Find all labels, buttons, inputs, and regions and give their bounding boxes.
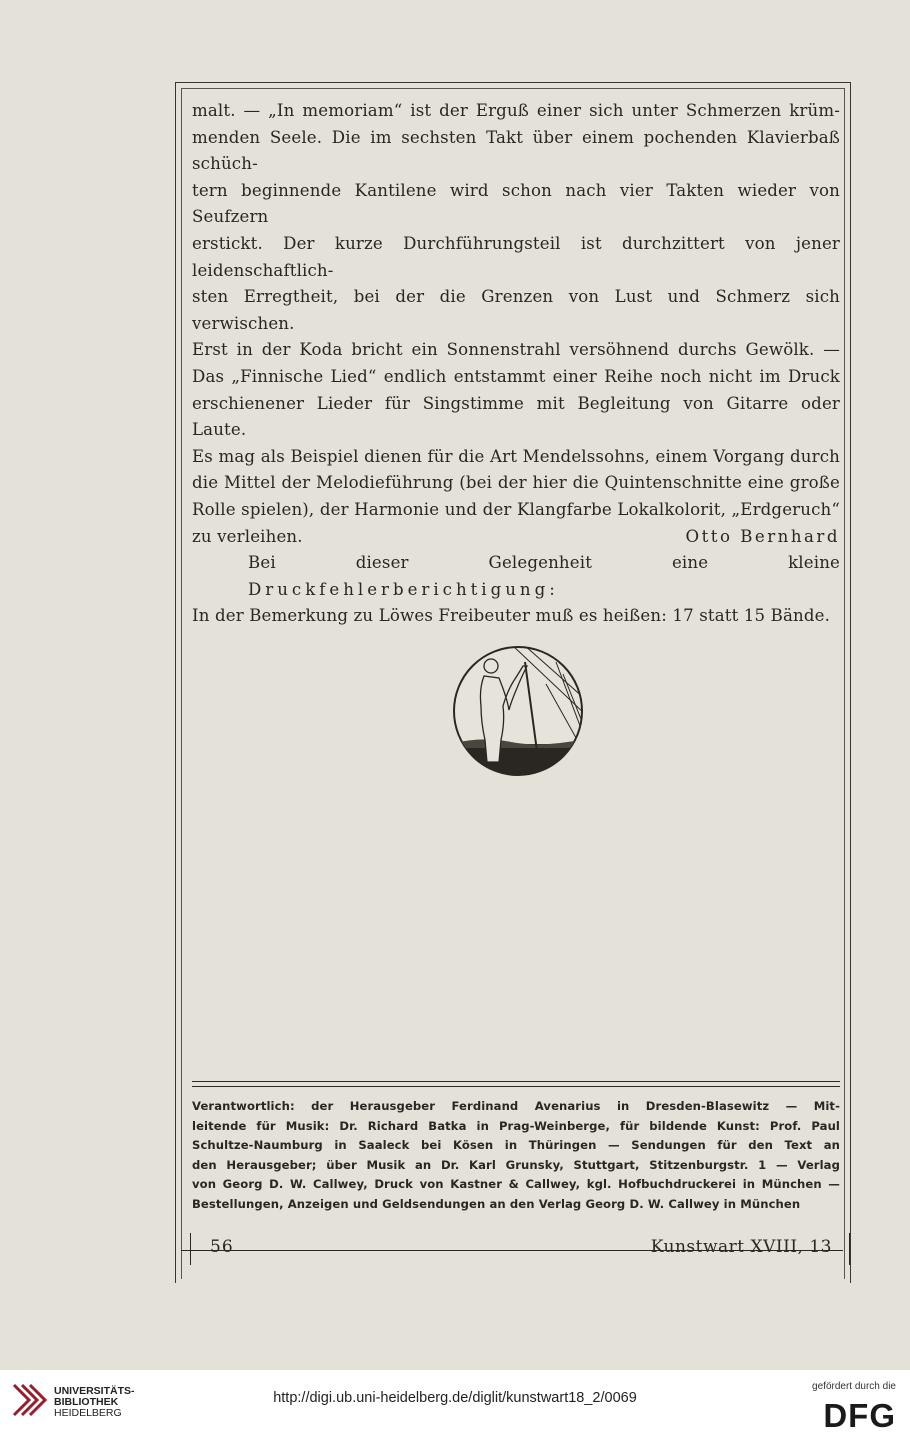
- text-line: erschienener Lieder für Singstimme mit Begleitung von Gitarre oder Laute.: [192, 393, 840, 440]
- impressum-line: von Georg D. W. Callwey, Druck von Kastner & Callwey, kgl. Hofbuchdruckerei in München —: [192, 1177, 840, 1192]
- library-name-line: HEIDELBERG: [54, 1407, 122, 1419]
- funding-note: gefördert durch die: [812, 1381, 896, 1392]
- impressum-line: leitende für Musik: Dr. Richard Batka in Prag-Weinberge, für bildende Kunst: Prof. Paul: [192, 1118, 840, 1133]
- impressum-line: den Herausgeber; über Musik an Dr. Karl Grunsky, Stuttgart, Stitzenburgstr. 1 — Verlag: [192, 1157, 840, 1172]
- dfg-logo[interactable]: DFG: [823, 1397, 896, 1434]
- text-line: tern beginnende Kantilene wird schon nach vier Takten wieder von Seufzern: [192, 180, 840, 227]
- errata-lead: Bei dieser Gelegenheit eine kleine: [248, 553, 840, 573]
- impressum-line: Bestellungen, Anzeigen und Geldsendungen an den Verlag Georg D. W. Callwey in München: [192, 1196, 801, 1211]
- impressum: [192, 1097, 840, 1215]
- vignette-illustration: [451, 644, 585, 778]
- impressum-line: Verantwortlich: der Herausgeber Ferdinand Avenarius in Dresden-Blasewitz — Mit-: [192, 1099, 840, 1113]
- errata-text: In der Bemerkung zu Löwes Freibeuter muß es heißen: 17 statt 15 Bände.: [192, 606, 831, 626]
- closing-line: [192, 524, 840, 551]
- text-line: die Mittel der Melodieführung (bei der hier die Quintenschnitte eine große: [192, 473, 840, 493]
- library-name-line: BIBLIOTHEK: [54, 1396, 119, 1408]
- text-line: sten Erregtheit, bei der die Grenzen von Lust und Schmerz sich verwischen.: [192, 287, 840, 333]
- impressum-line: Schultze-Naumburg in Saaleck bei Kösen in Thüringen — Sendungen für den Text an: [192, 1138, 840, 1153]
- permalink-url[interactable]: http://digi.ub.uni-heidelberg.de/diglit/kunstwart18_2/0069: [273, 1390, 637, 1406]
- journal-reference: Kunstwart XVIII, 13: [650, 1237, 832, 1257]
- impressum-rule-top: [192, 1081, 840, 1082]
- impressum-rule-bottom: [192, 1086, 840, 1087]
- author-signature: Otto Bernhard: [685, 526, 840, 546]
- text-line: malt. — „In memoriam“ ist der Erguß einer sich unter Schmerzen krüm-: [192, 101, 840, 120]
- text-line: menden Seele. Die im sechsten Takt über einem pochenden Klavierbaß schüch-: [192, 127, 840, 174]
- text-line: Rolle spielen), der Harmonie und der Klangfarbe Lokalkolorit, „Erdgeruch“: [192, 499, 840, 519]
- library-name-line: UNIVERSITÄTS-: [54, 1385, 135, 1397]
- article-text: [192, 98, 840, 630]
- text-line: Es mag als Beispiel dienen für die Art Mendelssohns, einem Vorgang durch: [192, 446, 840, 466]
- text-line: zu verleihen.: [192, 526, 303, 546]
- text-line: erstickt. Der kurze Durchführungsteil ist durchzittert von jener leidenschaftlich-: [192, 233, 840, 280]
- errata-line: [192, 550, 840, 603]
- text-line: Das „Finnische Lied“ endlich entstammt einer Reihe noch nicht im Druck: [192, 366, 840, 386]
- errata-heading: Druckfehlerberichtigung:: [248, 579, 559, 599]
- page-number: 56: [210, 1237, 234, 1257]
- text-line: Erst in der Koda bricht ein Sonnenstrahl versöhnend durchs Gewölk. —: [192, 340, 840, 360]
